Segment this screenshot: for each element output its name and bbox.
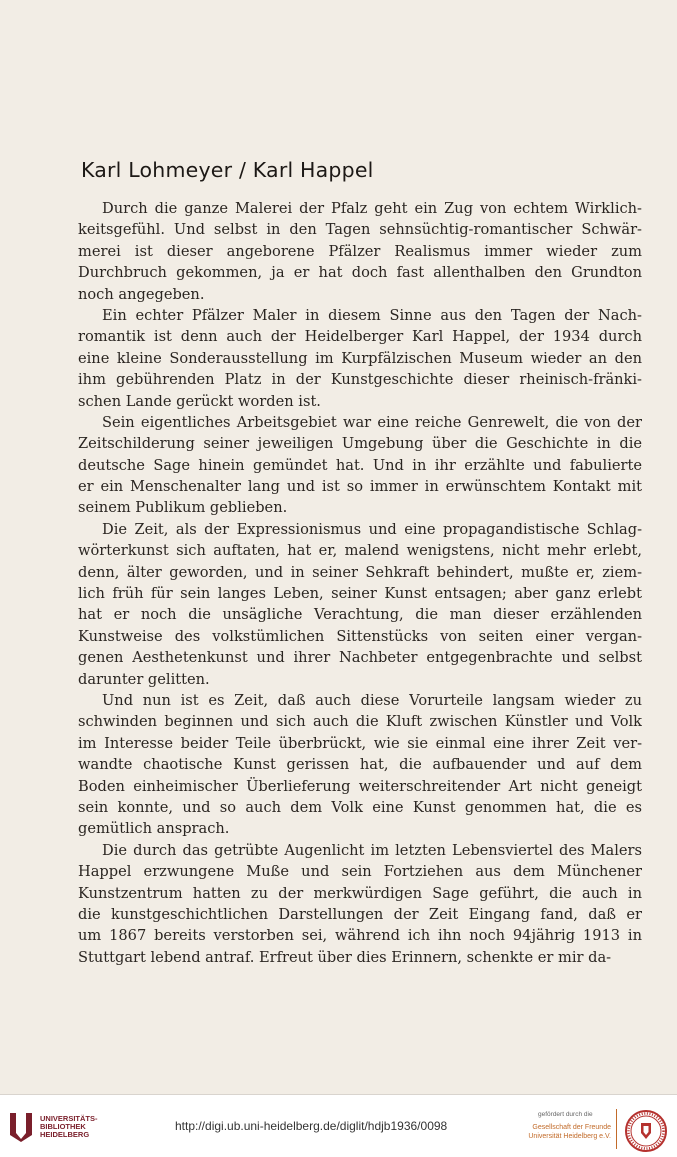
text-line: Happel erzwungene Muße und sein Fortziehen aus dem Münchener — [78, 863, 642, 881]
text-line: genen Aesthetenkunst und ihrer Nachbeter entgegenbrachte und selbst — [78, 649, 642, 667]
text-line: lich früh für sein langes Leben, seiner Kunst entsagen; aber ganz erlebt — [78, 585, 642, 603]
text-line: denn, älter geworden, und in seiner Sehkraft behindert, mußte er, ziem- — [78, 563, 642, 581]
ub-line-2: BIBLIOTHEK — [40, 1122, 86, 1131]
text-line: die kunstgeschichtlichen Darstellungen der Zeit Eingang fand, daß er — [78, 905, 642, 923]
permalink-url[interactable]: http://digi.ub.uni-heidelberg.de/diglit/hdjb1936/0098 — [175, 1119, 448, 1133]
text-line: Durch die ganze Malerei der Pfalz geht ein Zug von echtem Wirklich- — [102, 200, 642, 217]
text-line: schwinden beginnen und sich auch die Kluft zwischen Künstler und Volk — [78, 713, 642, 731]
paragraph — [78, 305, 642, 412]
text-line: deutsche Sage hinein gemündet hat. Und in ihr erzählte und fabulierte — [78, 456, 642, 474]
text-line: sein konnte, und so auch dem Volk eine Kunst genommen hat, die es — [78, 798, 642, 816]
paragraph — [78, 198, 642, 305]
text-line: ihm gebührenden Platz in der Kunstgeschichte dieser rheinisch-fränki- — [78, 371, 642, 389]
text-line: darunter gelitten. — [78, 670, 210, 688]
society-line-1: Gesellschaft der Freunde — [532, 1124, 611, 1131]
text-line: Stuttgart lebend antraf. Erfreut über dies Erinnern, schenkte er mir da- — [78, 948, 612, 966]
text-line: Zeitschilderung seiner jeweiligen Umgebung über die Geschichte in die — [78, 435, 642, 453]
paragraph — [78, 690, 642, 840]
text-line: schen Lande gerückt worden ist. — [78, 392, 321, 410]
text-line: um 1867 bereits verstorben sei, während ich ihn noch 94jährig 1913 in — [78, 927, 642, 945]
text-line: wörterkunst sich auftaten, hat er, malend wenigstens, nicht mehr erlebt, — [78, 542, 642, 560]
article-body — [78, 198, 642, 968]
ub-line-3: HEIDELBERG — [40, 1130, 90, 1139]
text-line: Durchbruch gekommen, ja er hat doch fast allenthalben den Grundton — [78, 264, 642, 282]
text-line: im Interesse beider Teile überbrückt, wie sie einmal eine ihrer Zeit ver- — [78, 734, 642, 752]
funded-by-label: gefördert durch die — [538, 1111, 593, 1118]
text-line: Und nun ist es Zeit, daß auch diese Vorurteile langsam wieder zu — [102, 691, 642, 709]
ub-heidelberg-logo-icon[interactable] — [8, 1109, 34, 1143]
paragraph — [78, 412, 642, 519]
text-line: Kunstzentrum hatten zu der merkwürdigen Sage geführt, die auch in — [78, 884, 642, 902]
text-line: romantik ist denn auch der Heidelberger Karl Happel, der 1934 durch — [78, 328, 642, 346]
text-line: merei ist dieser angeborene Pfälzer Realismus immer wieder zum — [78, 242, 642, 260]
ub-line-1: UNIVERSITÄTS- — [40, 1114, 98, 1123]
university-seal-icon[interactable] — [624, 1109, 668, 1153]
society-name[interactable] — [523, 1123, 611, 1141]
text-line: Sein eigentliches Arbeitsgebiet war eine reiche Genrewelt, die von der — [102, 413, 642, 431]
society-line-2: Universität Heidelberg e.V. — [528, 1133, 611, 1140]
text-line: Die durch das getrübte Augenlicht im letzten Lebensviertel des Malers — [102, 841, 642, 859]
footer-divider — [616, 1109, 617, 1149]
text-line: noch angegeben. — [78, 285, 205, 303]
text-line: Boden einheimischer Überlieferung weiterschreitender Art nicht geneigt — [78, 777, 642, 795]
text-line: gemütlich ansprach. — [78, 820, 230, 838]
text-line: Die Zeit, als der Expressionismus und eine propagandistische Schlag- — [102, 520, 642, 538]
text-line: keitsgefühl. Und selbst in den Tagen sehnsüchtig-romantischer Schwär- — [78, 221, 642, 239]
article-title: Karl Lohmeyer / Karl Happel — [81, 158, 374, 182]
paragraph — [78, 840, 642, 968]
text-line: eine kleine Sonderausstellung im Kurpfälzischen Museum wieder an den — [78, 349, 642, 367]
ub-heidelberg-wordmark[interactable] — [40, 1115, 98, 1139]
text-line: seinem Publikum geblieben. — [78, 499, 288, 517]
text-line: hat er noch die unsägliche Verachtung, die man dieser erzählenden — [78, 606, 642, 624]
text-line: wandte chaotische Kunst gerissen hat, die aufbauender und auf dem — [78, 756, 642, 774]
text-line: er ein Menschenalter lang und ist so immer in erwünschtem Kontakt mit — [78, 478, 642, 496]
text-line: Kunstweise des volkstümlichen Sittenstücks von seiten einer vergan- — [78, 627, 642, 645]
text-line: Ein echter Pfälzer Maler in diesem Sinne aus den Tagen der Nach- — [102, 306, 642, 324]
paragraph — [78, 519, 642, 690]
footer-bar — [0, 1094, 677, 1157]
